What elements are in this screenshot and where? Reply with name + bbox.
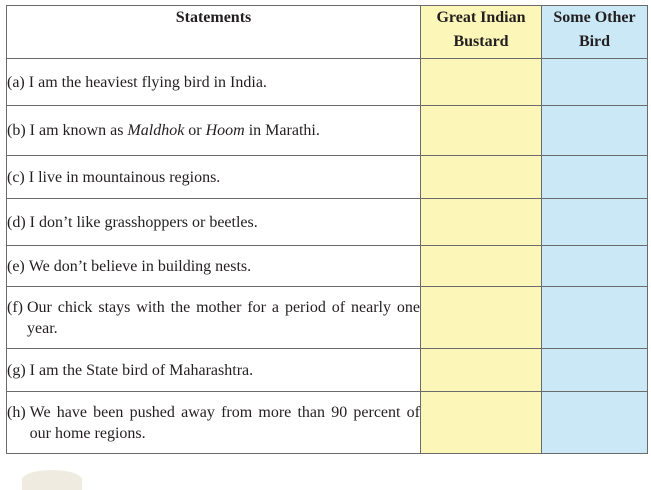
header-other-line2: Bird (578, 33, 611, 50)
statement-cell (7, 199, 421, 246)
statement-text: I am the heaviest flying bird in India. (28, 73, 267, 91)
statement-letter: (h) (7, 403, 26, 421)
statement-text-post: in Marathi. (244, 122, 320, 139)
header-gib-line1: Great Indian (436, 9, 526, 26)
statement-letter: (c) (7, 168, 25, 186)
some-other-bird-answer-cell[interactable] (542, 156, 648, 199)
great-indian-bustard-answer-cell[interactable] (421, 59, 542, 106)
some-other-bird-answer-cell[interactable] (542, 287, 648, 349)
statement-text: We don’t believe in building nests. (28, 257, 252, 275)
statement-text-mid: or (184, 122, 206, 139)
header-row (7, 6, 648, 59)
great-indian-bustard-answer-cell[interactable] (421, 287, 542, 349)
statement-cell (7, 59, 421, 106)
statement-cell (7, 287, 421, 349)
statements-table (6, 5, 648, 454)
header-gib-line2: Bustard (453, 33, 509, 50)
statement-text-pre: I am known as (29, 122, 128, 139)
some-other-bird-answer-cell[interactable] (542, 246, 648, 287)
table-row (7, 106, 648, 156)
some-other-bird-answer-cell[interactable] (542, 106, 648, 156)
some-other-bird-answer-cell[interactable] (542, 199, 648, 246)
table-row (7, 59, 648, 106)
great-indian-bustard-answer-cell[interactable] (421, 246, 542, 287)
table-row (7, 246, 648, 287)
statement-cell (7, 392, 421, 454)
great-indian-bustard-answer-cell[interactable] (421, 156, 542, 199)
some-other-bird-answer-cell[interactable] (542, 392, 648, 454)
some-other-bird-answer-cell[interactable] (542, 59, 648, 106)
page-decoration (22, 470, 82, 490)
statement-letter: (d) (7, 213, 26, 231)
some-other-bird-answer-cell[interactable] (542, 349, 648, 392)
header-some-other-bird (542, 6, 648, 59)
header-other-line1: Some Other (553, 9, 636, 26)
great-indian-bustard-answer-cell[interactable] (421, 106, 542, 156)
header-great-indian-bustard (421, 6, 542, 59)
statement-cell (7, 156, 421, 199)
table-row (7, 156, 648, 199)
statement-letter: (g) (7, 361, 26, 379)
great-indian-bustard-answer-cell[interactable] (421, 392, 542, 454)
header-statements-label: Statements (175, 9, 252, 26)
statement-letter: (f) (7, 298, 23, 316)
statement-cell (7, 349, 421, 392)
statement-letter: (e) (7, 257, 25, 275)
statement-cell (7, 106, 421, 156)
statement-letter: (b) (7, 122, 26, 139)
statement-text: I don’t like grasshoppers or beetles. (29, 213, 258, 231)
table-row (7, 287, 648, 349)
statement-text: I live in mountainous regions. (28, 168, 221, 186)
statement-letter: (a) (7, 73, 25, 91)
header-statements (7, 6, 421, 59)
statement-text: We have been pushed away from more than 90 percent of our home regions. (29, 403, 420, 442)
table-row (7, 349, 648, 392)
great-indian-bustard-answer-cell[interactable] (421, 349, 542, 392)
statement-text-hoom: Hoom (205, 122, 245, 139)
statement-cell (7, 246, 421, 287)
table-row (7, 392, 648, 454)
statement-text (30, 120, 420, 141)
great-indian-bustard-answer-cell[interactable] (421, 199, 542, 246)
statement-text: I am the State bird of Maharashtra. (29, 361, 254, 379)
table-row (7, 199, 648, 246)
statement-text-maldhok: Maldhok (127, 122, 185, 139)
statement-text: Our chick stays with the mother for a period of nearly one year. (26, 298, 420, 337)
